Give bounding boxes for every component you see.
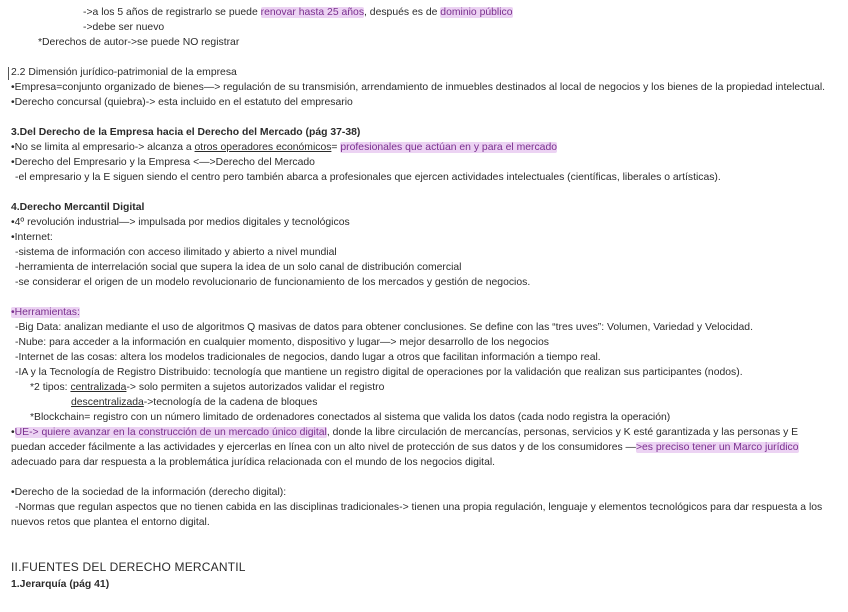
text-line: nuevos retos que plantea el entorno digital. xyxy=(11,517,210,528)
text-line: -se considerar el origen de un modelo revolucionario de funcionamiento de los mercados y gestión de negocios. xyxy=(15,277,531,288)
section-heading: 3.Del Derecho de la Empresa hacia el Derecho del Mercado (pág 37-38) xyxy=(11,127,361,138)
text-line: •Derecho concursal (quiebra)-> esta incluido en el estatuto del empresario xyxy=(11,97,353,108)
text-line: -IA y la Tecnología de Registro Distribuido: tecnología que mantiene un registro digital de operaciones por la validación que realizan sus participantes (nodos). xyxy=(15,367,743,378)
underlined-text: otros operadores económicos xyxy=(194,142,332,153)
text-line: *Derechos de autor->se puede NO registrar xyxy=(38,37,240,48)
text-line: -sistema de información con acceso ilimitado y abierto a nivel mundial xyxy=(15,247,337,258)
text-line: •Derecho de la sociedad de la información (derecho digital): xyxy=(11,487,287,498)
text-run: , después es de xyxy=(364,7,441,18)
underlined-text: centralizada xyxy=(70,382,127,393)
text-run: , donde la libre circulación de mercancías, personas, servicios y K esté garantizada y las personas y E xyxy=(326,427,799,438)
text-run: ->a los 5 años de registrarlo se puede xyxy=(83,7,261,18)
text-run: • xyxy=(11,427,15,438)
text-run: ->tecnología de la cadena de bloques xyxy=(143,397,318,408)
text-cursor xyxy=(8,67,9,80)
text-line: -Internet de las cosas: altera los modelos tradicionales de negocios, dando lugar a otros que facilitan información a tiempo real. xyxy=(15,352,601,363)
text-line xyxy=(71,396,317,409)
text-run: puedan acceder fácilmente a las actividades y ejercerlas en línea con un alto nivel de protección de sus datos y de los consumidores — xyxy=(11,442,636,453)
text-run: -> solo permiten a sujetos autorizados validar el registro xyxy=(126,382,385,393)
highlighted-text: renovar hasta 25 años xyxy=(260,7,365,18)
text-line: adecuado para dar respuesta a la problemática jurídica relacionada con el mundo de los negocios digital. xyxy=(11,457,496,468)
text-line xyxy=(11,426,798,439)
text-run: = xyxy=(331,142,341,153)
section-heading: 2.2 Dimensión jurídico-patrimonial de la empresa xyxy=(11,67,237,78)
text-line: •Empresa=conjunto organizado de bienes—> regulación de su transmisión, arrendamiento de inmuebles destinados al local de negocios y los bienes de la propiedad intelectual. xyxy=(11,82,826,93)
text-line: *Blockchain= registro con un número limitado de ordenadores conectados al sistema que valida los datos (cada nodo registra la operación) xyxy=(30,412,671,423)
highlighted-text: •Herramientas: xyxy=(11,307,80,318)
text-line xyxy=(11,141,557,154)
text-line: -el empresario y la E siguen siendo el centro pero también abarca a profesionales que ejercen actividades intelectuales (científicas, liberales o artísticas). xyxy=(15,172,721,183)
chapter-heading: II.FUENTES DEL DERECHO MERCANTIL xyxy=(11,560,246,574)
text-line xyxy=(83,6,513,19)
text-line: -Big Data: analizan mediante el uso de algoritmos Q masivas de datos para obtener conclusiones. Se define con las “tres uves”: Volumen, Variedad y Velocidad. xyxy=(15,322,753,333)
section-heading: 4.Derecho Mercantil Digital xyxy=(11,202,145,213)
highlighted-text: dominio público xyxy=(440,7,513,18)
text-line: -Normas que regulan aspectos que no tienen cabida en las disciplinas tradicionales-> tienen una propia regulación, lenguaje y elementos tecnológicos para dar respuesta a los xyxy=(15,502,823,513)
text-line: ->debe ser nuevo xyxy=(83,22,165,33)
text-line: •4º revolución industrial—> impulsada por medios digitales y tecnológicos xyxy=(11,217,350,228)
highlighted-text: profesionales que actúan en y para el mercado xyxy=(340,142,558,153)
underlined-text: descentralizada xyxy=(71,397,144,408)
section-heading: 1.Jerarquía (pág 41) xyxy=(11,579,110,590)
text-run: •No se limita al empresario-> alcanza a xyxy=(11,142,195,153)
text-line: -Nube: para acceder a la información en cualquier momento, dispositivo y lugar—> mejor desarrollo de los negocios xyxy=(15,337,549,348)
text-line xyxy=(11,441,799,454)
text-line xyxy=(11,306,80,319)
text-line xyxy=(30,381,384,394)
highlighted-text: UE-> quiere avanzar en la construcción de un mercado único digital xyxy=(14,427,327,438)
text-line: •Derecho del Empresario y la Empresa <—>Derecho del Mercado xyxy=(11,157,315,168)
text-line: -herramienta de interrelación social que supera la idea de un solo canal de distribución comercial xyxy=(15,262,462,273)
text-line: •Internet: xyxy=(11,232,53,243)
highlighted-text: >es preciso tener un Marco jurídico xyxy=(635,442,799,453)
text-run: *2 tipos: xyxy=(30,382,71,393)
